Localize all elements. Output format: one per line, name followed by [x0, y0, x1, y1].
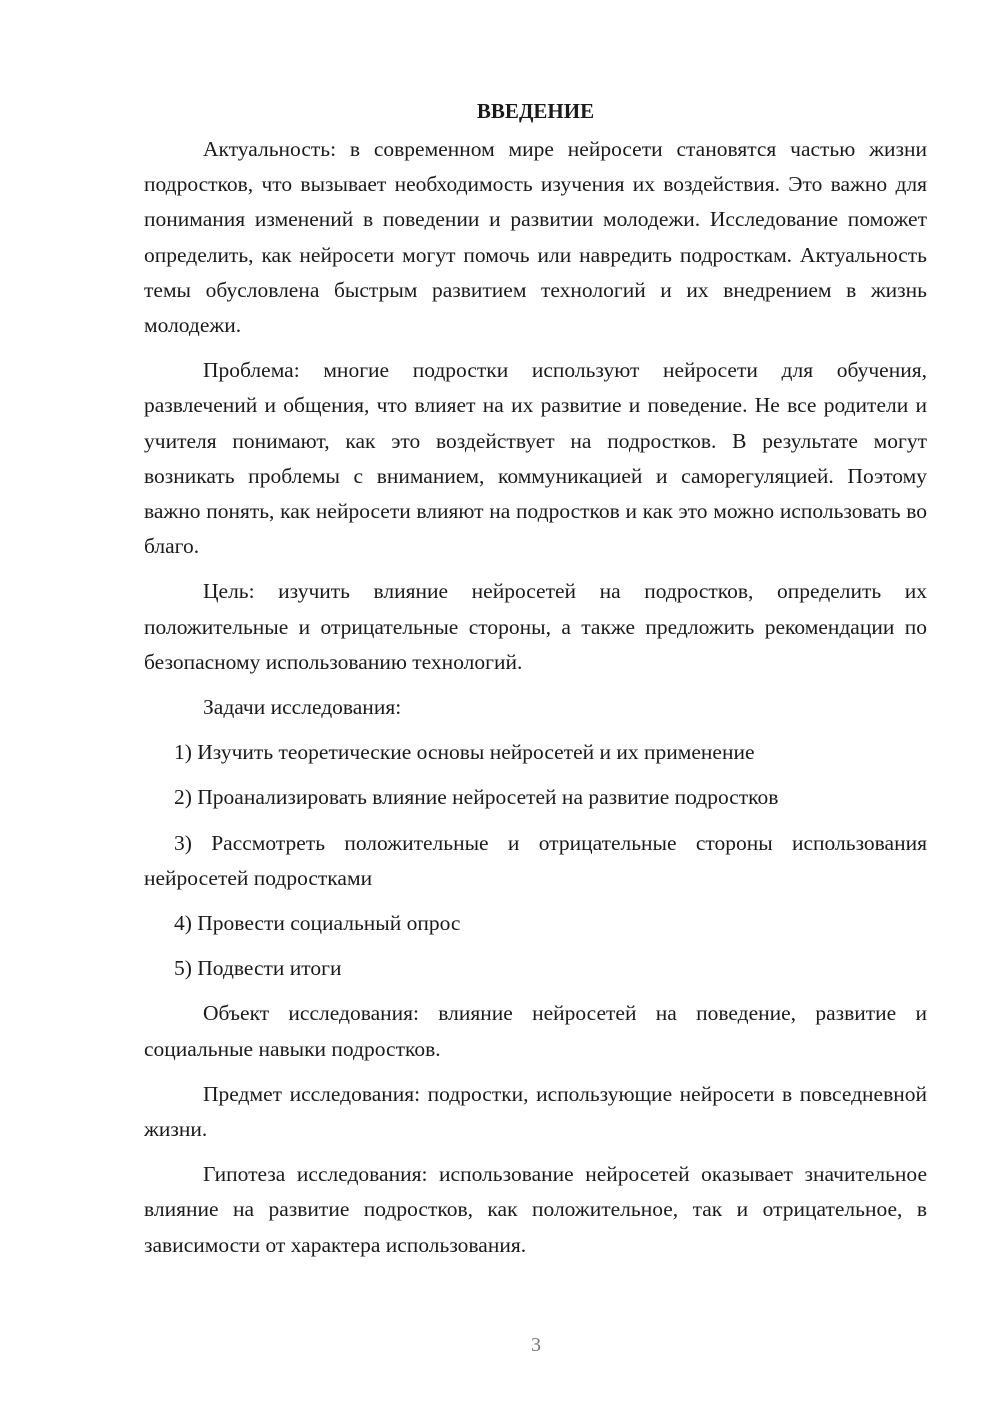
paragraph-problem: Проблема: многие подростки используют нейросети для обучения, развлечений и общения, что влияет на их развитие и поведение. Не все родители и учителя понимают, как это воздействует на подростков. В результате могут возникать проблемы с вниманием, коммуникацией и саморегуляцией. Поэтому важно понять, как нейросети влияют на подростков и как это можно использовать во благо. — [144, 358, 927, 559]
tasks-title: Задачи исследования: — [203, 695, 402, 720]
task-item-2: 2) Проанализировать влияние нейросетей на развитие подростков — [174, 785, 779, 810]
task-item-1: 1) Изучить теоретические основы нейросетей и их применение — [174, 740, 755, 765]
paragraph-object: Объект исследования: влияние нейросетей на поведение, развитие и социальные навыки подростков. — [144, 1001, 927, 1061]
section-heading: ВВЕДЕНИЕ — [476, 99, 595, 123]
document-page — [144, 96, 927, 1273]
paragraph-goal: Цель: изучить влияние нейросетей на подростков, определить их положительные и отрицательные стороны, а также предложить рекомендации по безопасному использованию технологий. — [144, 579, 927, 674]
paragraph-subject: Предмет исследования: подростки, использующие нейросети в повседневной жизни. — [144, 1081, 927, 1142]
task-item-5: 5) Подвести итоги — [174, 956, 342, 981]
paragraph-hypothesis: Гипотеза исследования: использование нейросетей оказывает значительное влияние на развитие подростков, как положительное, так и отрицательное, в зависимости от характера использования. — [144, 1162, 927, 1257]
page-number: 3 — [531, 1334, 541, 1356]
task-item-3: 3) Рассмотреть положительные и отрицательные стороны использования нейросетей подростками — [144, 830, 927, 890]
tasks-list — [144, 735, 927, 986]
paragraph-relevance: Актуальность: в современном мире нейросети становятся частью жизни подростков, что вызывает необходимость изучения их воздействия. Это важно для понимания изменений в поведении и развитии молодежи. Исследование поможет определить, как нейросети могут помочь или навредить подросткам. Актуальность темы обусловлена быстрым развитием технологий и их внедрением в жизнь молодежи. — [144, 137, 927, 338]
task-item-4: 4) Провести социальный опрос — [174, 911, 461, 936]
